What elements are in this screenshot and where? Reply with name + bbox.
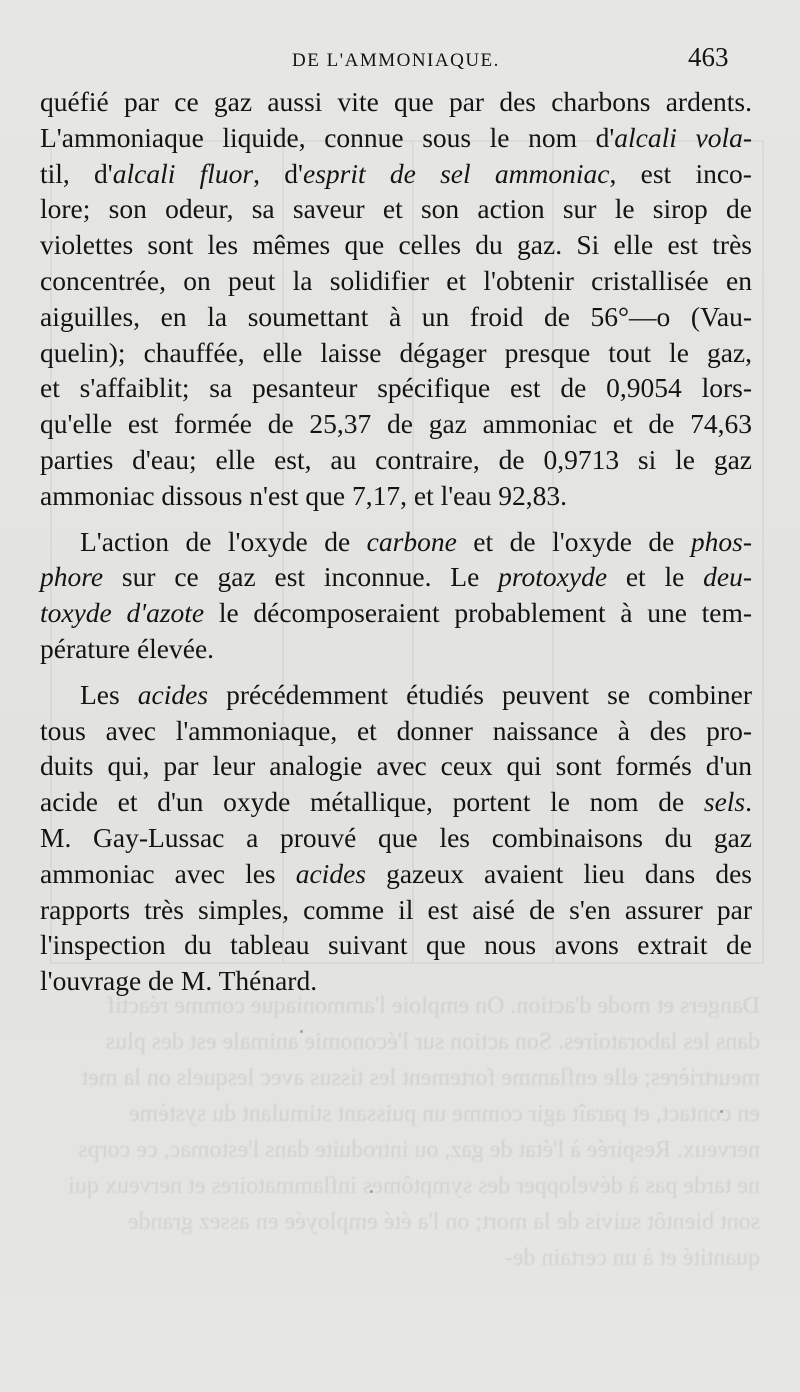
paragraph-oxydes [40, 524, 752, 667]
text-line: L'ammoniaque liquide, connue sous le nom d'alcali vola- [40, 121, 752, 153]
text-line: quelin); chauffée, elle laisse dégager presque tout le gaz, [40, 336, 752, 368]
body-text [40, 84, 752, 999]
text-line: duits qui, par leur analogie avec ceux qui sont formés d'un [40, 750, 752, 782]
text-line: l'ouvrage de M. Thénard. [40, 965, 318, 997]
show-through-text: Dangers et mode d'action. On emploie l'ammoniaque comme réactif dans les laboratoires. Son action sur l'économie animale est des plus meurtrières; elle enflamme fortement les tissus avec lesquels on la met en contact, et paraît agir comme un puissant stimulant du système nerveux. Respirée à l'état de gaz, ou introduite dans l'estomac, ce corps ne tarde pas à développer des symptômes inflammatoires et nerveux qui sont bientôt suivis de la mort; on l'a été employée en assez grande quantité et à un certain de- [68, 993, 760, 1271]
text-line: aiguilles, en la soumettant à un froid de 56°—o (Vau- [40, 300, 752, 332]
text-line: toxyde d'azote le décomposeraient probablement à une tem- [40, 597, 752, 629]
text-line: M. Gay-Lussac a prouvé que les combinaisons du gaz [40, 821, 752, 853]
text-line: rapports très simples, comme il est aisé de s'en assurer par [40, 893, 752, 925]
text-line: concentrée, on peut la solidifier et l'obtenir cristallisée en [40, 264, 752, 296]
paragraph-ammoniaque-liquide [40, 84, 752, 514]
text-line: violettes sont les mêmes que celles du gaz. Si elle est très [40, 229, 752, 261]
text-line: til, d'alcali fluor, d'esprit de sel ammoniac, est inco- [40, 157, 752, 189]
text-line: lore; son odeur, sa saveur et son action sur le sirop de [40, 193, 752, 225]
text-line: pérature élevée. [40, 632, 215, 664]
text-line: tous avec l'ammoniaque, et donner naissance à des pro- [40, 714, 752, 746]
text-line: Les acides précédemment étudiés peuvent se combiner [80, 678, 753, 710]
text-line: l'inspection du tableau suivant que nous avons extrait de [40, 929, 752, 961]
text-line: acide et d'un oxyde métallique, portent le nom de sels. [40, 786, 752, 818]
text-line: quéfié par ce gaz aussi vite que par des charbons ardents. [40, 86, 752, 117]
text-line: L'action de l'oxyde de carbone et de l'oxyde de phos- [80, 525, 752, 557]
ink-speck [370, 1190, 373, 1193]
text-line: parties d'eau; elle est, au contraire, de 0,9713 si le gaz [40, 443, 752, 475]
text-line: ammoniac avec les acides gazeux avaient lieu dans des [40, 857, 752, 889]
text-line: et s'affaiblit; sa pesanteur spécifique est de 0,9054 lors- [40, 372, 752, 404]
page-header [0, 38, 800, 88]
page-number: 463 [688, 42, 729, 72]
ink-speck [148, 430, 151, 433]
ink-speck [300, 1030, 303, 1033]
running-title: DE L'AMMONIAQUE. [292, 50, 500, 71]
text-line: phore sur ce gaz est inconnue. Le protoxyde et le deu- [40, 561, 752, 593]
text-line: ammoniac dissous n'est que 7,17, et l'eau 92,83. [40, 479, 567, 511]
text-line: qu'elle est formée de 25,37 de gaz ammoniac et de 74,63 [40, 408, 752, 440]
paragraph-acides [40, 677, 752, 999]
ink-speck [720, 1110, 723, 1113]
